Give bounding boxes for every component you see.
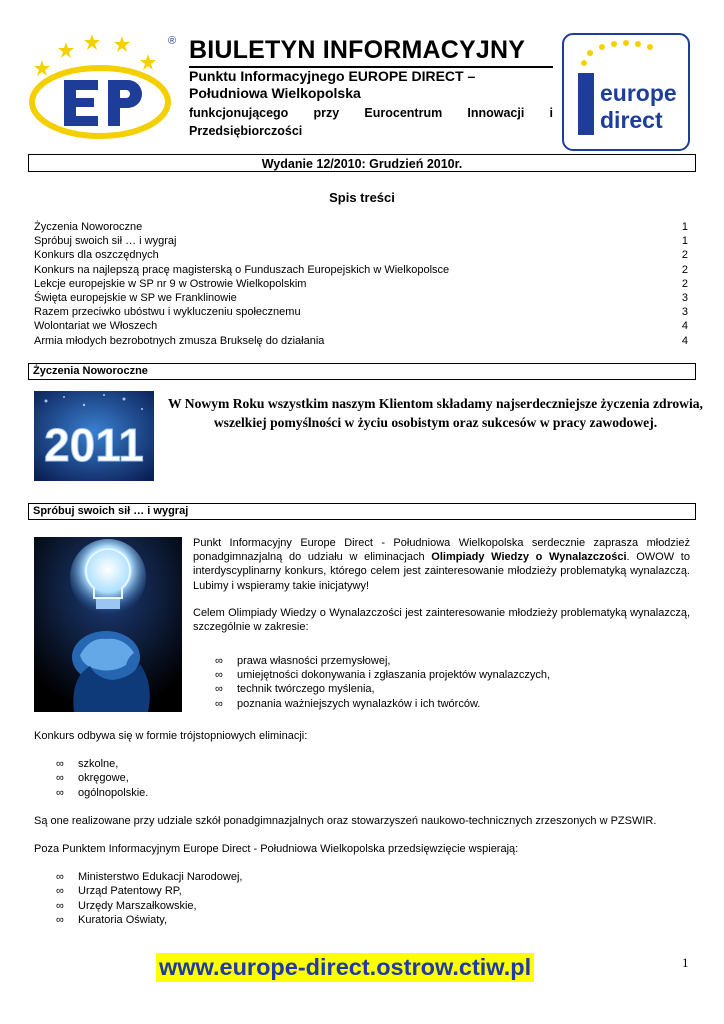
- page-number: 1: [682, 955, 689, 970]
- toc-item-page: 2: [681, 277, 688, 290]
- toc-item[interactable]: [34, 248, 688, 262]
- toc-item-title: Razem przeciwko ubóstwu i wykluczeniu społecznemu: [34, 306, 301, 319]
- ed-logo-word1: europe: [600, 80, 677, 106]
- contest-paragraph-4: Są one realizowane przy udziale szkół ponadgimnazjalnych oraz stowarzyszeń naukowo-technicznych zrzeszonych w PZSWIR.: [34, 814, 657, 827]
- contest-paragraph-1: [193, 536, 690, 593]
- toc-item-title: Wolontariat we Włoszech: [34, 320, 158, 333]
- toc-item-title: Lekcje europejskie w SP nr 9 w Ostrowie Wielkopolskim: [34, 277, 307, 290]
- toc-item-page: 4: [681, 334, 688, 347]
- ep-logo: [28, 30, 178, 148]
- contest-paragraph-2: Celem Olimpiady Wiedzy o Wynalazczości jest zainteresowanie młodzieży problematyką wynalazczą, szczególnie w zakresie:: [193, 606, 690, 634]
- lightbulb-brain-image: [34, 537, 182, 712]
- new-year-2011-image: [34, 391, 154, 481]
- contest-paragraph-3: Konkurs odbywa się w formie trójstopniowych eliminacji:: [34, 730, 308, 742]
- toc-item[interactable]: [34, 234, 688, 248]
- toc-item-title: Armia młodych bezrobotnych zmusza Brukselę do działania: [34, 334, 325, 347]
- toc-item[interactable]: [34, 220, 688, 234]
- list-item: ∞ szkolne,: [56, 757, 690, 771]
- new-year-greeting: W Nowym Roku wszystkim naszym Klientom składamy najserdeczniejsze życzenia zdrowia, wszelkiej pomyślności w życiu osobistym oraz sukcesów w pracy zawodowej.: [168, 396, 703, 430]
- ed-logo-bar: [578, 73, 594, 135]
- toc-item-page: 2: [681, 249, 688, 262]
- toc-heading: Spis treści: [329, 190, 395, 205]
- bulletin-title: BIULETYN INFORMACYJNY: [189, 36, 526, 64]
- list-item: ∞ Urząd Patentowy RP,: [56, 884, 690, 898]
- toc-item-title: Konkurs dla oszczędnych: [34, 249, 159, 262]
- list-item: ∞ poznania ważniejszych wynalazków i ich twórców.: [215, 697, 685, 711]
- website-link[interactable]: www.europe-direct.ostrow.ctiw.pl: [156, 953, 534, 982]
- toc-item-page: 3: [681, 306, 688, 319]
- list-item: ∞ Kuratoria Oświaty,: [56, 913, 690, 927]
- table-of-contents: [34, 220, 688, 348]
- registered-mark: ®: [168, 35, 177, 47]
- toc-item[interactable]: [34, 334, 688, 348]
- supporters-list: [56, 870, 690, 927]
- p1-after: . OWOW to interdyscyplinarny konkurs, którego celem jest zainteresowanie młodzieży problematyką wynalazczą. Lubimy i wspieramy takie inicjatywy!: [193, 551, 690, 592]
- toc-item-title: Życzenia Noworoczne: [34, 221, 143, 233]
- list-item: ∞ Ministerstwo Edukacji Narodowej,: [56, 870, 690, 884]
- contest-intro: [193, 536, 690, 647]
- list-item: ∞ umiejętności dokonywania i zgłaszania projektów wynalazczych,: [215, 668, 685, 682]
- toc-item[interactable]: [34, 319, 688, 333]
- toc-item-page: 1: [681, 221, 688, 233]
- section-heading-new-year: Życzenia Noworoczne: [28, 363, 696, 380]
- list-item: ∞ Urzędy Marszałkowskie,: [56, 899, 690, 913]
- toc-item[interactable]: [34, 277, 688, 291]
- contest-details: [34, 729, 690, 927]
- contest-paragraph-5: Poza Punktem Informacyjnym Europe Direct - Południowa Wielkopolska przedsięwzięcie wspierają:: [34, 843, 519, 856]
- olympiad-name: Olimpiady Wiedzy o Wynalazczości: [431, 551, 627, 564]
- list-item: ∞ technik twórczego myślenia,: [215, 682, 685, 696]
- toc-item-title: Święta europejskie w SP we Franklinowie: [34, 292, 237, 305]
- bulletin-subtitle: [189, 68, 553, 102]
- toc-item-page: 1: [681, 235, 688, 248]
- toc-item-page: 2: [681, 263, 688, 276]
- toc-item-page: 3: [681, 292, 688, 305]
- europe-direct-logo: [562, 33, 690, 151]
- subtitle-line2: Południowa Wielkopolska: [189, 85, 361, 101]
- scope-list: [215, 654, 685, 711]
- list-item: ∞ prawa własności przemysłowej,: [215, 654, 685, 668]
- stages-list: [56, 757, 690, 800]
- list-item: ∞ ogólnopolskie.: [56, 786, 690, 800]
- subtitle-line1: Punktu Informacyjnego EUROPE DIRECT –: [189, 68, 476, 84]
- toc-item[interactable]: [34, 291, 688, 305]
- bulletin-subtitle-secondary: funkcjonującego przy Eurocentrum Innowacji i Przedsiębiorczości: [189, 106, 553, 138]
- toc-item-title: Konkurs na najlepszą pracę magisterską o Funduszach Europejskich w Wielkopolsce: [34, 263, 450, 276]
- edition-bar: Wydanie 12/2010: Grudzień 2010r.: [28, 154, 696, 172]
- toc-item-page: 4: [681, 320, 688, 333]
- p1-before: Punkt Informacyjny Europe Direct - Południowa Wielkopolska serdecznie zaprasza młodzież ponadgimnazjalną do udziału w eliminacjach: [193, 537, 690, 564]
- toc-item[interactable]: [34, 305, 688, 319]
- list-item: ∞ okręgowe,: [56, 771, 690, 785]
- ed-logo-word2: direct: [600, 107, 663, 133]
- image-year-text: 2011: [44, 419, 144, 471]
- toc-item[interactable]: [34, 263, 688, 277]
- section-heading-contest: Spróbuj swoich sił … i wygraj: [28, 503, 696, 520]
- toc-item-title: Spróbuj swoich sił … i wygraj: [34, 235, 177, 248]
